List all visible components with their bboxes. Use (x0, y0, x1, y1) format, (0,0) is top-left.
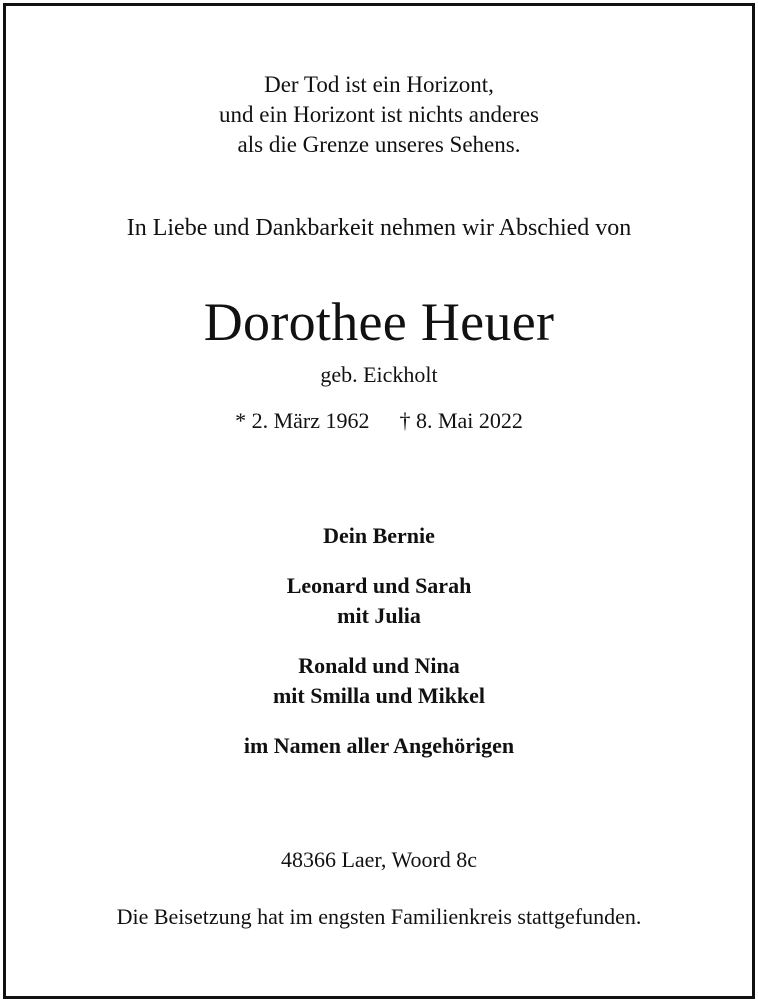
mourner-line: mit Smilla und Mikkel (272, 683, 486, 708)
mourner-line: mit Julia (337, 603, 421, 628)
mourner-group (0, 571, 758, 631)
verse-line: Der Tod ist ein Horizont, (264, 72, 494, 97)
mourner-line: Leonard und Sarah (286, 573, 472, 598)
verse-line: als die Grenze unseres Sehens. (237, 132, 521, 157)
mourner-line: im Namen aller Angehörigen (243, 733, 515, 758)
mourner-group (0, 521, 758, 551)
mourner-group (0, 651, 758, 711)
mourner-group (0, 731, 758, 761)
burial-note: Die Beisetzung hat im engsten Familienkreis stattgefunden. (116, 904, 642, 929)
verse-quote (0, 70, 758, 160)
verse-line: und ein Horizont ist nichts anderes (218, 102, 539, 127)
mourner-line: Dein Bernie (323, 523, 435, 548)
maiden-name: geb. Eickholt (320, 362, 438, 387)
mourner-line: Ronald und Nina (298, 653, 460, 678)
life-dates (0, 406, 758, 436)
deceased-name: Dorothee Heuer (203, 292, 555, 352)
birth-date: * 2. März 1962 (235, 408, 370, 433)
death-date: † 8. Mai 2022 (399, 408, 523, 433)
intro-text: In Liebe und Dankbarkeit nehmen wir Abschied von (126, 215, 632, 241)
address: 48366 Laer, Woord 8c (280, 847, 478, 872)
